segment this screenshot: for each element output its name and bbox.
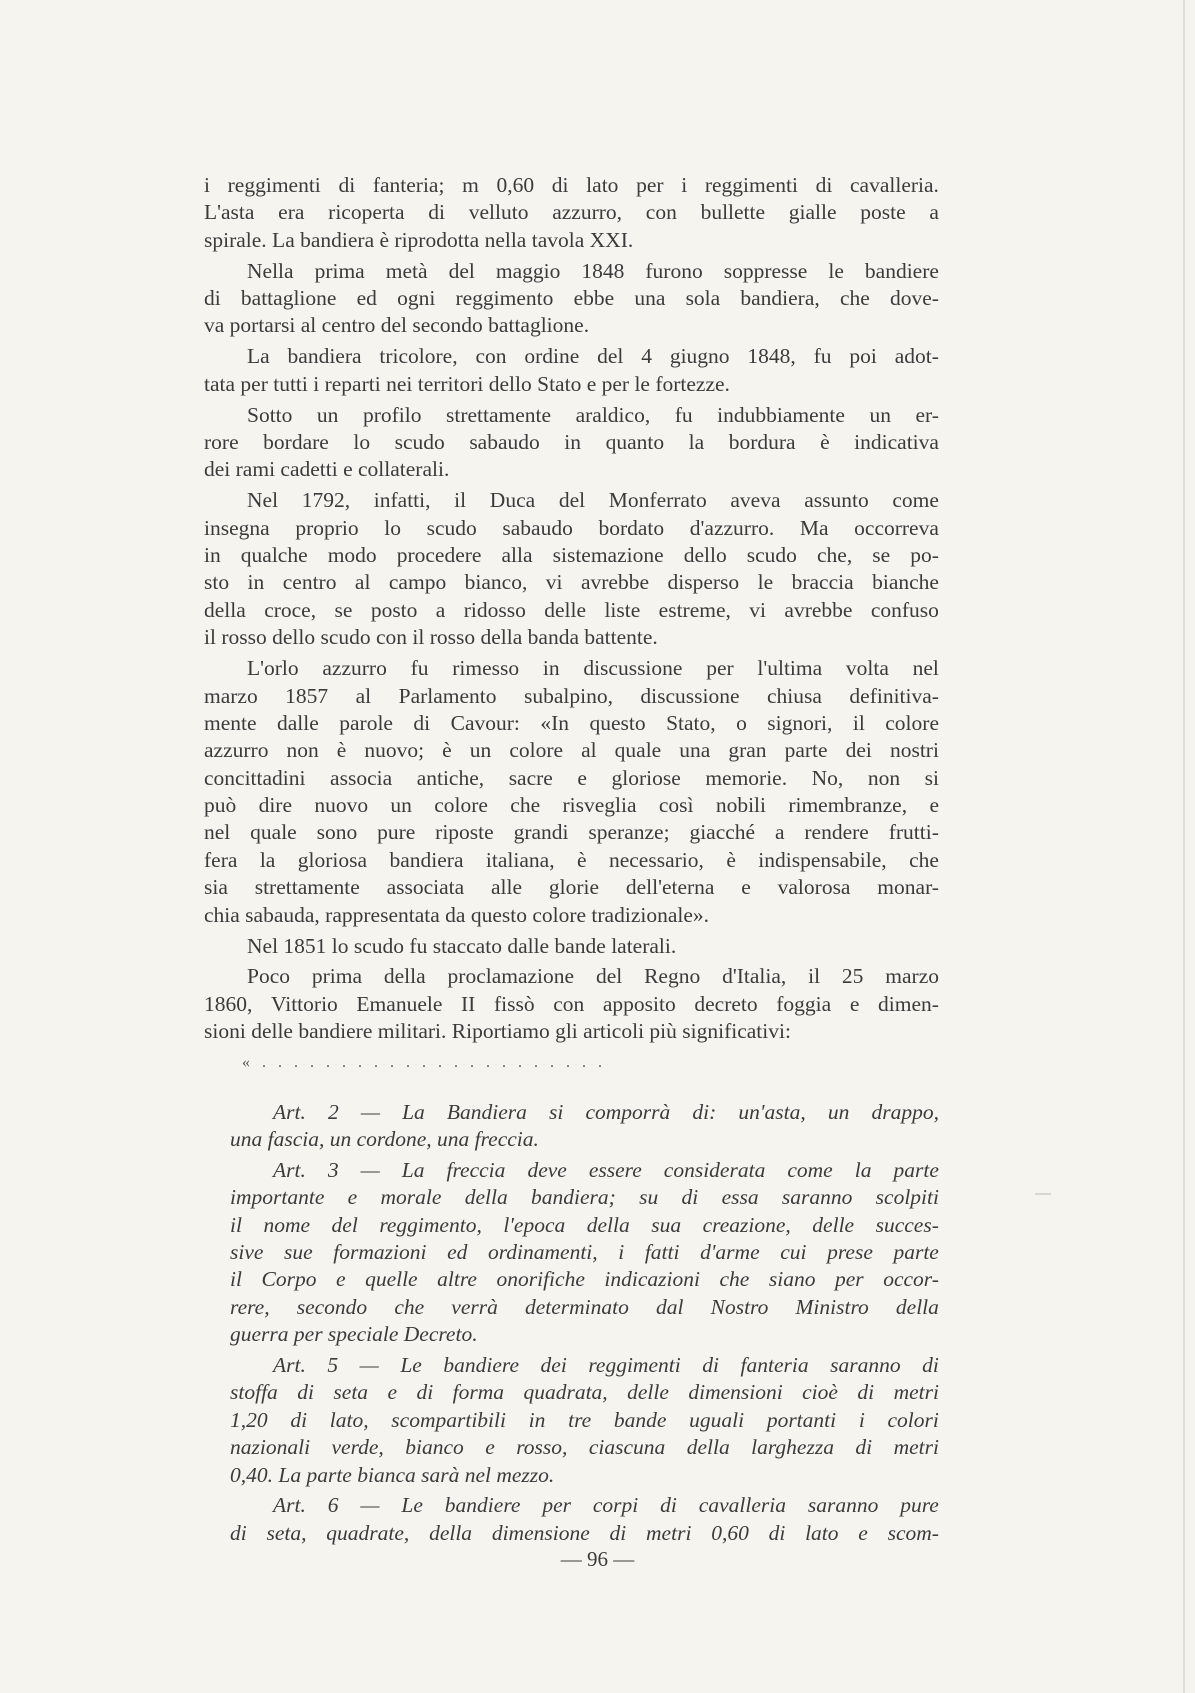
text-line: insegna proprio lo scudo sabaudo bordato d'azzurro. Ma occorreva xyxy=(204,515,939,540)
text-line: i reggimenti di fanteria; m 0,60 di lato per i reggimenti di cavalleria. xyxy=(204,173,939,197)
text-line: Nella prima metà del maggio 1848 furono soppresse le bandiere xyxy=(247,258,939,283)
text-line: il Corpo e quelle altre onorifiche indicazioni che siano per occor- xyxy=(230,1267,939,1292)
text-line: Art. 3 — La freccia deve essere considerata come la parte xyxy=(273,1157,939,1182)
paragraph xyxy=(204,487,939,651)
body-text xyxy=(204,172,939,1551)
text-line: Sotto un profilo strettamente araldico, fu indubbiamente un er- xyxy=(247,402,939,427)
scan-mark xyxy=(1035,1193,1051,1195)
text-line: 1,20 di lato, scompartibili in tre bande uguali portanti i colori xyxy=(230,1407,939,1432)
text-line: stoffa di seta e di forma quadrata, delle dimensioni cioè di metri xyxy=(230,1380,939,1405)
text-line: Art. 5 — Le bandiere dei reggimenti di fanteria saranno di xyxy=(273,1353,939,1378)
text-line: tata per tutti i reparti nei territori dello Stato e per le fortezze. xyxy=(204,371,730,396)
text-line: importante e morale della bandiera; su di essa saranno scolpiti xyxy=(230,1185,939,1210)
page-number: — 96 — xyxy=(560,1547,635,1571)
text-line: sia strettamente associata alle glorie dell'eterna e valorosa monar- xyxy=(204,875,939,900)
text-line: chia sabauda, rappresentata da questo colore tradizionale». xyxy=(204,902,710,927)
text-line: dei rami cadetti e collaterali. xyxy=(204,457,450,482)
text-line: Art. 2 — La Bandiera si comporrà di: un'asta, un drappo, xyxy=(273,1099,939,1124)
paragraph xyxy=(204,655,939,929)
page-edge xyxy=(1183,0,1185,1693)
text-line: 1860, Vittorio Emanuele II fissò con apposito decreto foggia e dimen- xyxy=(204,991,939,1016)
text-line: Poco prima della proclamazione del Regno d'Italia, il 25 marzo xyxy=(247,964,939,989)
paragraph xyxy=(204,258,939,340)
text-line: il nome del reggimento, l'epoca della sua creazione, delle succes- xyxy=(230,1212,939,1237)
text-line: sto in centro al campo bianco, vi avrebbe disperso le braccia bianche xyxy=(204,570,939,595)
decree-article xyxy=(230,1157,939,1349)
paragraph xyxy=(204,343,939,398)
text-line: 0,40. La parte bianca sarà nel mezzo. xyxy=(230,1462,555,1487)
paragraph xyxy=(204,963,939,1045)
paragraph xyxy=(204,172,939,254)
text-line: L'asta era ricoperta di velluto azzurro, con bullette gialle poste a xyxy=(204,200,939,225)
decree-article xyxy=(230,1492,939,1547)
text-line: può dire nuovo un colore che risveglia così nobili rimembranze, e xyxy=(204,793,939,818)
text-line: azzurro non è nuovo; è un colore al quale una gran parte dei nostri xyxy=(204,738,939,763)
text-line: di battaglione ed ogni reggimento ebbe una sola bandiera, che dove- xyxy=(204,286,939,311)
text-line: guerra per speciale Decreto. xyxy=(230,1322,478,1347)
text-line: sive sue formazioni ed ordinamenti, i fatti d'arme cui prese parte xyxy=(230,1239,939,1264)
quote-opening: « . . . . . . . . . . . . . . . . . . . . . . xyxy=(242,1054,606,1072)
text-line: della croce, se posto a ridosso delle liste estreme, vi avrebbe confuso xyxy=(204,597,939,622)
text-line: mente dalle parole di Cavour: «In questo Stato, o signori, il colore xyxy=(204,710,939,735)
text-line: nazionali verde, bianco e rosso, ciascuna della larghezza di metri xyxy=(230,1435,939,1460)
text-line: nel quale sono pure riposte grandi speranze; giacché a rendere frutti- xyxy=(204,820,939,845)
text-line: concittadini associa antiche, sacre e gloriose memorie. No, non si xyxy=(204,765,939,790)
paragraph xyxy=(204,933,939,960)
decree-article xyxy=(230,1352,939,1489)
text-line: di seta, quadrate, della dimensione di metri 0,60 di lato e scom- xyxy=(230,1520,939,1545)
text-line: una fascia, un cordone, una freccia. xyxy=(230,1126,539,1151)
text-line: L'orlo azzurro fu rimesso in discussione per l'ultima volta nel xyxy=(247,656,939,681)
decree-article xyxy=(230,1099,939,1154)
text-line: il rosso dello scudo con il rosso della banda battente. xyxy=(204,625,658,650)
text-line: in qualche modo procedere alla sistemazione dello scudo che, se po- xyxy=(204,543,939,568)
text-line: spirale. La bandiera è riprodotta nella tavola XXI. xyxy=(204,227,634,252)
paragraph xyxy=(204,402,939,484)
text-line: Nel 1851 lo scudo fu staccato dalle bande laterali. xyxy=(247,933,677,958)
text-line: La bandiera tricolore, con ordine del 4 giugno 1848, fu poi adot- xyxy=(247,344,939,369)
text-line: va portarsi al centro del secondo battaglione. xyxy=(204,313,590,338)
text-line: rore bordare lo scudo sabaudo in quanto la bordura è indicativa xyxy=(204,430,939,455)
text-line: fera la gloriosa bandiera italiana, è necessario, è indispensabile, che xyxy=(204,847,939,872)
text-line: rere, secondo che verrà determinato dal Nostro Ministro della xyxy=(230,1294,939,1319)
text-line: Art. 6 — Le bandiere per corpi di cavalleria saranno pure xyxy=(273,1493,939,1518)
decree-articles xyxy=(204,1099,939,1551)
text-line: Nel 1792, infatti, il Duca del Monferrato aveva assunto come xyxy=(247,488,939,513)
text-line: marzo 1857 al Parlamento subalpino, discussione chiusa definitiva- xyxy=(204,683,939,708)
text-line: sioni delle bandiere militari. Riportiamo gli articoli più significativi: xyxy=(204,1019,791,1044)
